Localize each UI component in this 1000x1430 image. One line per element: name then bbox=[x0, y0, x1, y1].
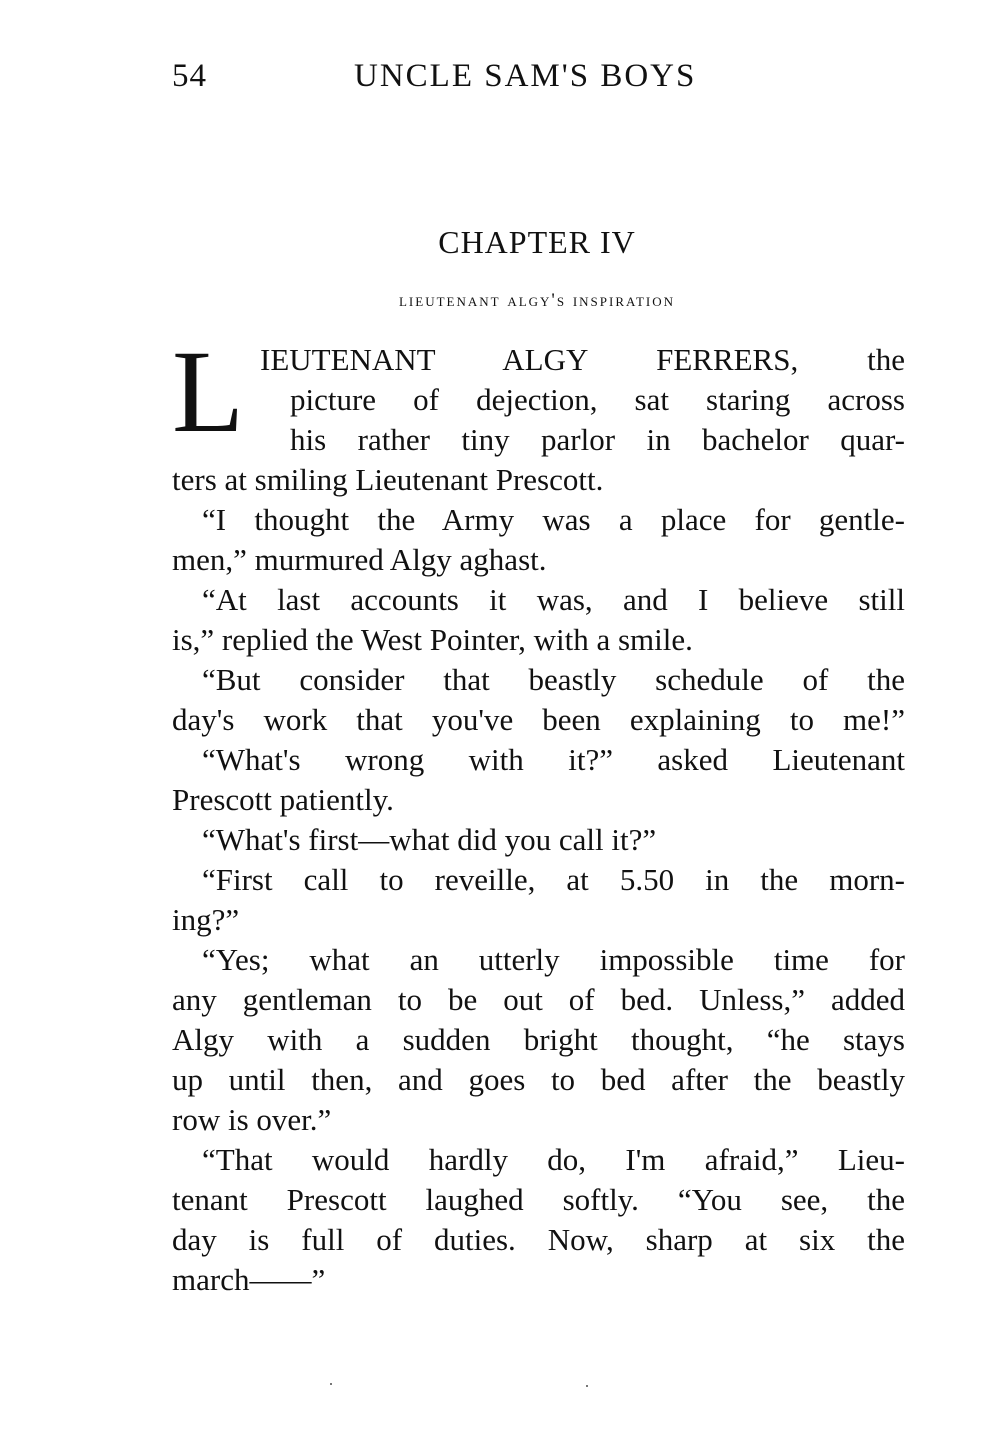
text-line: ters at smiling Lieutenant Prescott. bbox=[172, 462, 604, 497]
running-title: UNCLE SAM'S BOYS bbox=[354, 58, 697, 94]
drop-cap: L bbox=[172, 326, 245, 457]
text-line: IEUTENANT ALGY FERRERS, the bbox=[260, 342, 905, 377]
text-line: any gentleman to be out of bed. Unless,” added bbox=[172, 982, 905, 1017]
text-line: row is over.” bbox=[172, 1102, 332, 1137]
text-line: is,” replied the West Pointer, with a smile. bbox=[172, 622, 693, 657]
body-text bbox=[172, 326, 905, 1300]
running-head bbox=[172, 58, 732, 102]
text-line: day is full of duties. Now, sharp at six the bbox=[172, 1222, 905, 1257]
text-line: “First call to reveille, at 5.50 in the morn- bbox=[202, 862, 905, 897]
chapter-heading: CHAPTER IV bbox=[438, 224, 636, 260]
text-line: “Yes; what an utterly impossible time for bbox=[202, 942, 905, 977]
text-line: “I thought the Army was a place for gentle- bbox=[202, 502, 905, 537]
text-line: “At last accounts it was, and I believe still bbox=[202, 582, 905, 617]
text-line: “What's wrong with it?” asked Lieutenant bbox=[202, 742, 905, 777]
text-line: “What's first—what did you call it?” bbox=[202, 822, 657, 857]
text-line: Prescott patiently. bbox=[172, 782, 394, 817]
text-line: picture of dejection, sat staring across bbox=[290, 382, 905, 417]
chapter-subtitle: lieutenant algy's inspiration bbox=[398, 290, 676, 311]
text-line: his rather tiny parlor in bachelor quar- bbox=[290, 422, 905, 457]
text-line: up until then, and goes to bed after the beastly bbox=[172, 1062, 905, 1097]
scan-speck bbox=[586, 1385, 588, 1387]
text-line: men,” murmured Algy aghast. bbox=[172, 542, 547, 577]
text-line: “But consider that beastly schedule of the bbox=[202, 662, 905, 697]
page-number: 54 bbox=[172, 58, 207, 94]
text-line: “That would hardly do, I'm afraid,” Lieu- bbox=[202, 1142, 905, 1177]
text-line: day's work that you've been explaining to me!” bbox=[172, 702, 905, 737]
text-line: tenant Prescott laughed softly. “You see, the bbox=[172, 1182, 905, 1217]
text-line: Algy with a sudden bright thought, “he stays bbox=[172, 1022, 905, 1057]
text-line: march——” bbox=[172, 1262, 326, 1297]
scan-speck bbox=[330, 1383, 332, 1385]
text-line: ing?” bbox=[172, 902, 240, 937]
